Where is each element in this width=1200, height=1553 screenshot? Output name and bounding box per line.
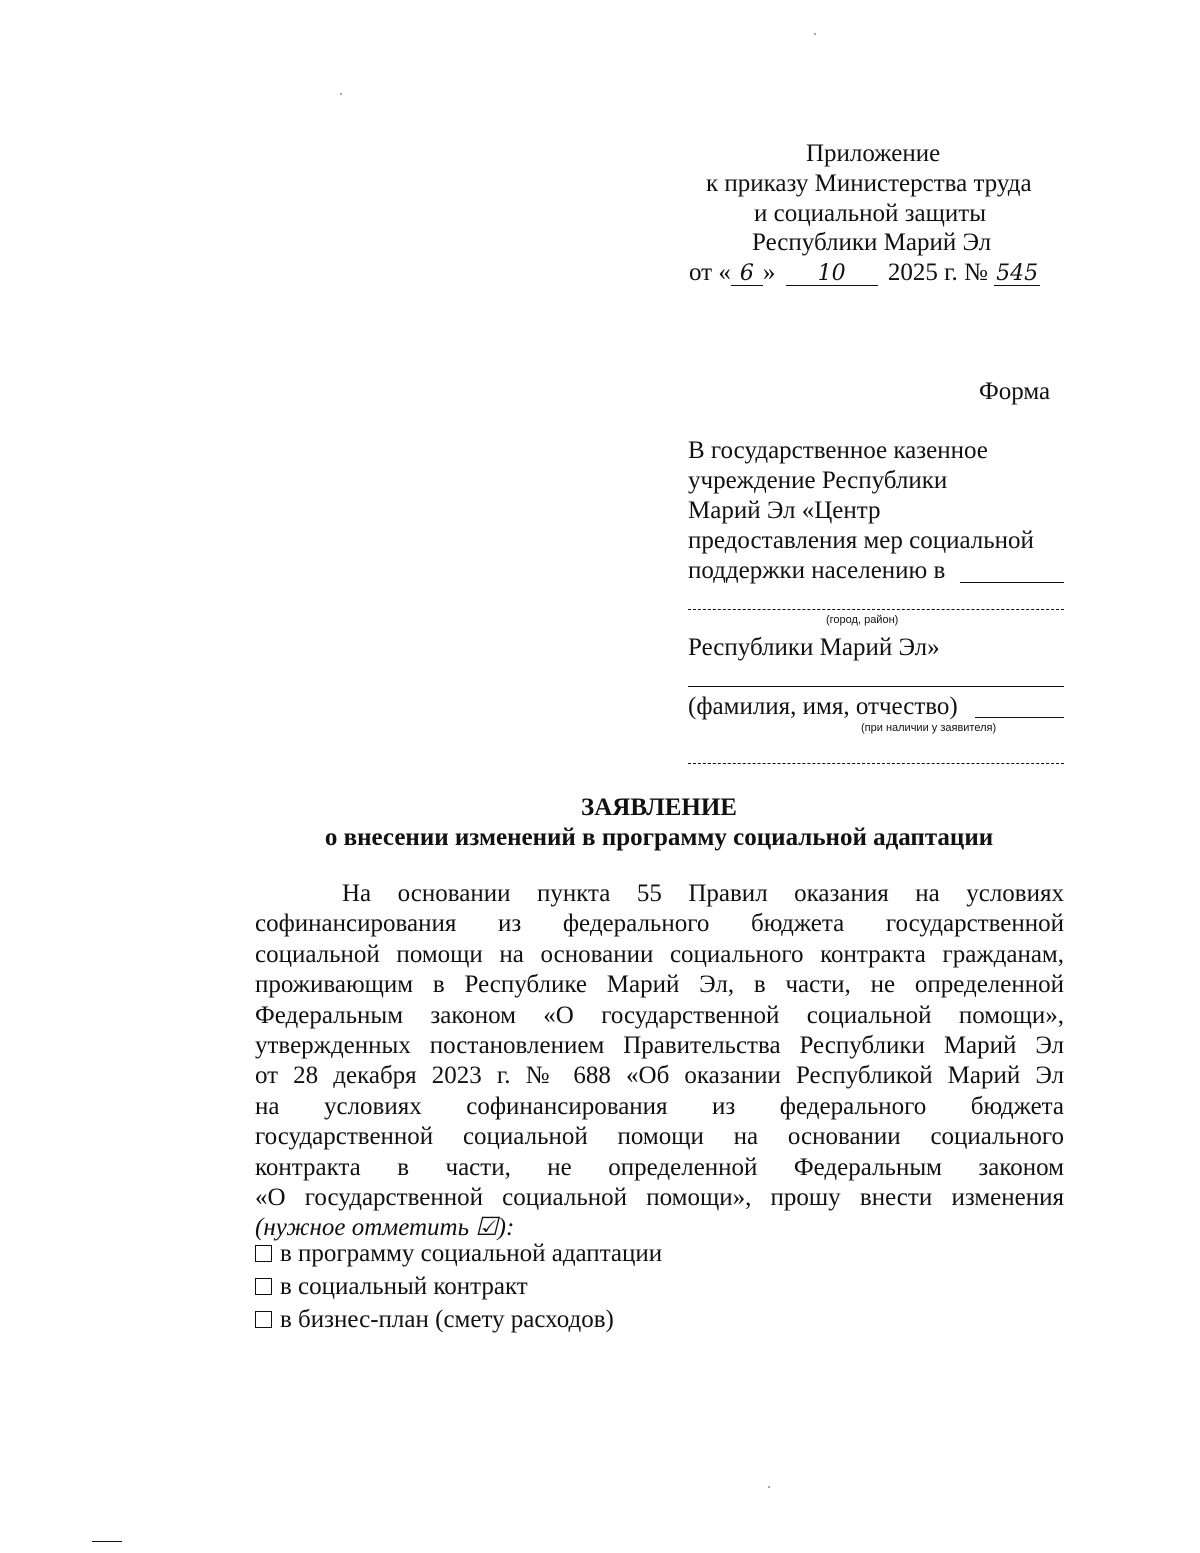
addressee-line-2: учреждение Республики <box>688 467 948 494</box>
city-line <box>688 609 1064 610</box>
body-line: социальной помощи на основании социального контракта гражданам, <box>255 940 1064 968</box>
city-hint: (город, район) <box>826 614 899 626</box>
addressee-line-5: поддержки населению в <box>688 557 946 584</box>
option-adaptation-program[interactable] <box>255 1239 662 1269</box>
addressee-line-1: В государственное казенное <box>688 437 988 464</box>
checkbox[interactable] <box>255 1311 272 1328</box>
document-subtitle: о внесении изменений в программу социальной адаптации <box>324 824 994 851</box>
addressee-line-3: Марий Эл «Центр <box>688 497 881 524</box>
date-mid: » <box>762 259 776 286</box>
order-date-line <box>689 258 1040 288</box>
applicant-line <box>688 686 1064 687</box>
form-label: Форма <box>979 378 1051 405</box>
body-line: Федеральным законом «О государственной социальной помощи», <box>255 1001 1064 1029</box>
fio-blank-line <box>975 717 1064 718</box>
body-line: государственной социальной помощи на основании социального <box>255 1123 1064 1151</box>
scan-speck <box>814 33 816 35</box>
body-line: «О государственной социальной помощи», прошу внести изменения <box>255 1184 1064 1212</box>
city-blank-line <box>960 582 1064 583</box>
addressee-line-4: предоставления мер социальной <box>688 527 1034 554</box>
option-social-contract[interactable] <box>255 1272 528 1302</box>
addressee-line-6: Республики Марий Эл» <box>688 634 940 661</box>
appendix-title: Приложение <box>806 140 941 167</box>
scan-speck <box>340 93 342 95</box>
appendix-line-2: к приказу Министерства труда <box>706 170 1032 197</box>
date-day: 6 <box>731 263 763 286</box>
body-line: на условиях софинансирования из федерального бюджета <box>255 1092 1064 1120</box>
fio-label: (фамилия, имя, отчество) <box>688 693 958 720</box>
appendix-line-4: Республики Марий Эл <box>752 229 992 256</box>
fio-hint: (при наличии у заявителя) <box>861 722 997 734</box>
body-line: софинансирования из федерального бюджета государственной <box>255 910 1064 938</box>
checkbox[interactable] <box>255 1245 272 1262</box>
body-line: проживающим в Республике Марий Эл, в части, не определенной <box>255 971 1064 999</box>
date-month: 10 <box>786 263 878 286</box>
body-line: от 28 декабря 2023 г. № 688 «Об оказании Республикой Марий Эл <box>255 1062 1064 1090</box>
date-prefix: от « <box>689 259 731 286</box>
body-line: контракта в части, не определенной Федеральным законом <box>255 1153 1064 1181</box>
body-line: На основании пункта 55 Правил оказания на условиях <box>342 880 1064 907</box>
date-year: 2025 г. № <box>887 259 988 286</box>
appendix-line-3: и социальной защиты <box>754 200 987 227</box>
option-label: в программу социальной адаптации <box>280 1240 663 1267</box>
option-label: в социальный контракт <box>280 1273 528 1300</box>
order-number: 545 <box>996 261 1039 286</box>
option-business-plan[interactable] <box>255 1305 614 1335</box>
body-note: (нужное отметить ☑): <box>255 1214 515 1242</box>
fio-line <box>688 763 1064 764</box>
checkbox[interactable] <box>255 1278 272 1295</box>
option-label: в бизнес-план (смету расходов) <box>280 1306 614 1333</box>
document-title: ЗАЯВЛЕНИЕ <box>581 794 737 821</box>
scan-mark <box>92 1541 122 1542</box>
body-paragraph <box>255 879 1064 1244</box>
body-line: утвержденных постановлением Правительства Республики Марий Эл <box>255 1032 1064 1060</box>
scan-speck <box>768 1486 770 1488</box>
